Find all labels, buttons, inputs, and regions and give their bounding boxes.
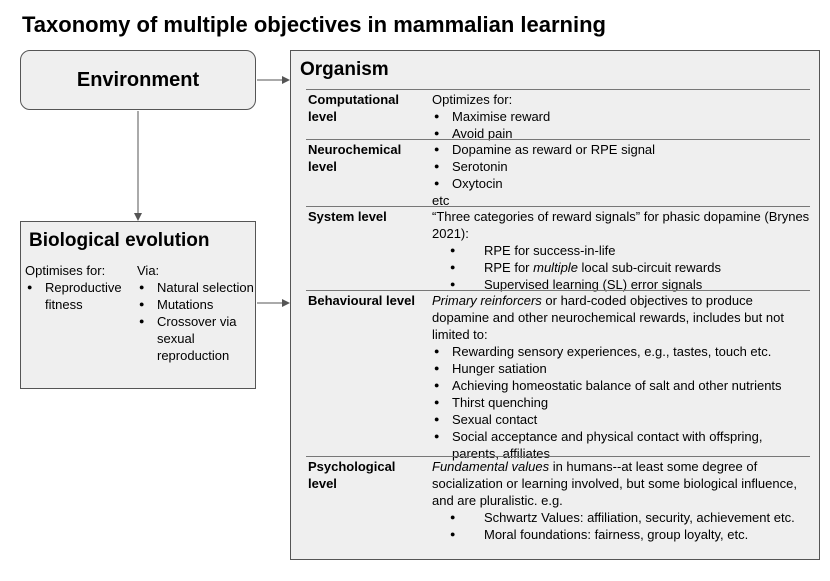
row-body [432, 91, 810, 142]
item-text-rest: local sub-circuit rewards [577, 260, 721, 275]
intro-emphasis: Fundamental values [432, 459, 550, 474]
optimises-header: Optimises for: [25, 263, 106, 278]
row-intro [432, 458, 810, 509]
row-label: Psychological level [308, 459, 396, 491]
row-label: Behavioural level [308, 293, 415, 308]
list-item: ● Hunger satiation [432, 360, 810, 377]
list-item: ● Crossover via sexual reproduction [137, 313, 255, 364]
row-system-level [306, 206, 810, 291]
row-body [432, 208, 810, 293]
list-item: ● Mutations [137, 296, 255, 313]
via-list [137, 279, 255, 364]
row-body [432, 141, 810, 209]
row-label: System level [308, 209, 387, 224]
biological-evolution-title: Biological evolution [29, 230, 210, 251]
row-outro: etc [432, 193, 450, 208]
list-item: ● RPE for success-in-life [432, 242, 810, 259]
intro-text: in humans--at least some degree of socialization or learning involved, but some biological influence, and are pluralistic. e.g. [432, 459, 797, 508]
row-neurochemical-level [306, 139, 810, 207]
intro-emphasis: Primary reinforcers [432, 293, 542, 308]
list-item: ● Schwartz Values: affiliation, security, achievement etc. [432, 509, 810, 526]
page-title: Taxonomy of multiple objectives in mammalian learning [22, 12, 606, 37]
row-computational-level [306, 89, 810, 140]
row-intro: “Three categories of reward signals” for phasic dopamine (Brynes 2021): [432, 209, 810, 241]
list-item: ● Achieving homeostatic balance of salt and other nutrients [432, 377, 810, 394]
via-header: Via: [137, 263, 160, 278]
organism-title: Organism [300, 59, 389, 80]
list-item: ● Dopamine as reward or RPE signal [432, 141, 810, 158]
row-list [432, 343, 810, 462]
row-list [432, 509, 810, 543]
list-item: ● Oxytocin [432, 175, 810, 192]
item-emphasis: multiple [533, 260, 578, 275]
row-behavioural-level [306, 290, 810, 461]
optimises-column [25, 262, 137, 313]
list-item: ● Rewarding sensory experiences, e.g., tastes, touch etc. [432, 343, 810, 360]
row-psychological-level [306, 456, 810, 557]
row-list [432, 108, 810, 142]
intro-text: or hard-coded objectives to produce dopamine and other neurochemical rewards, includes but not limited to: [432, 293, 784, 342]
row-list [432, 141, 810, 192]
list-item: ● Maximise reward [432, 108, 810, 125]
environment-box [20, 50, 256, 110]
environment-label: Environment [76, 68, 200, 91]
list-item: ● Natural selection [137, 279, 255, 296]
row-body [432, 458, 810, 543]
list-item: ● Thirst quenching [432, 394, 810, 411]
list-item: ● Moral foundations: fairness, group loyalty, etc. [432, 526, 810, 543]
list-item: ● Sexual contact [432, 411, 810, 428]
list-item: ● Reproductive fitness [25, 279, 137, 313]
optimises-list [25, 279, 137, 313]
organism-box [290, 50, 820, 560]
list-item [432, 259, 810, 276]
row-intro [432, 292, 810, 343]
list-item: ● Serotonin [432, 158, 810, 175]
row-body [432, 292, 810, 462]
row-intro: Optimizes for: [432, 92, 513, 107]
list-item: ● Social acceptance and physical contact with offspring, parents, affiliates [432, 428, 810, 462]
via-column [137, 262, 255, 364]
row-list [432, 242, 810, 293]
list-item: ● Avoid pain [432, 125, 810, 142]
item-text: RPE for [484, 260, 534, 275]
row-label: Neurochemical level [308, 142, 402, 174]
row-label: Computational level [308, 92, 399, 124]
biological-evolution-box [20, 221, 256, 389]
list-item: ● Supervised learning (SL) error signals [432, 276, 810, 293]
